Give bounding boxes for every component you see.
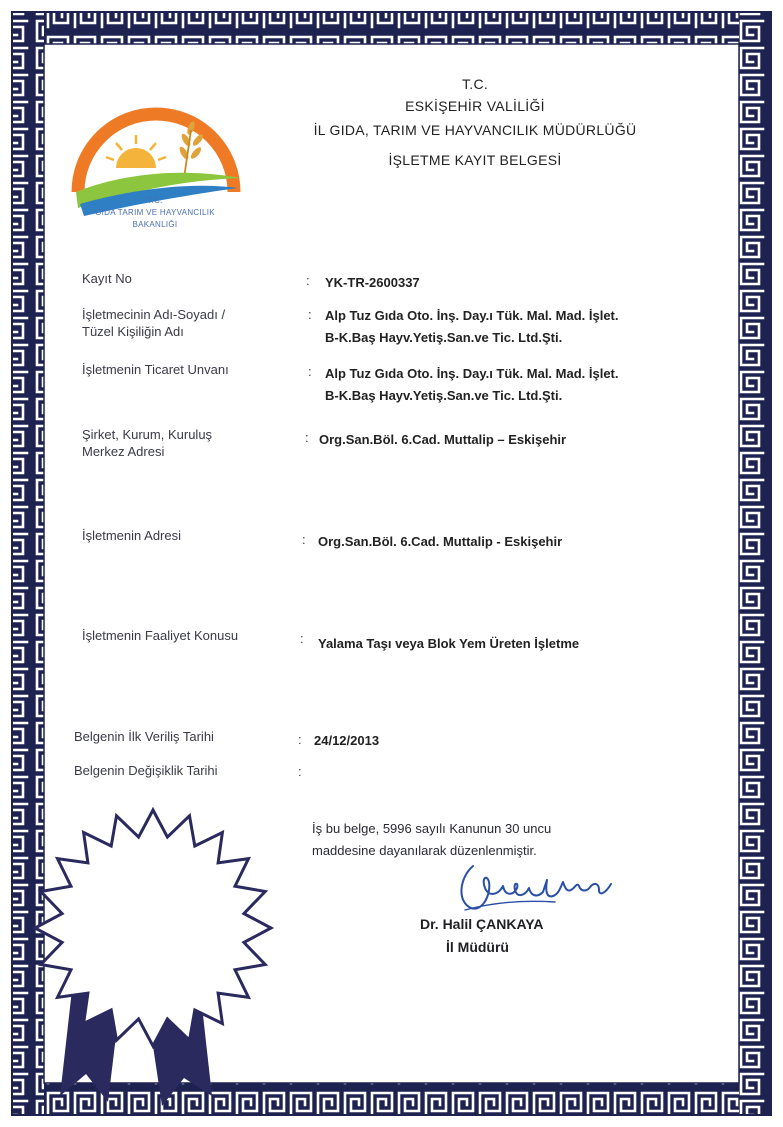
colon: :: [308, 307, 312, 322]
sun-icon: [106, 135, 166, 168]
signer-name: Dr. Halil ÇANKAYA: [420, 916, 544, 932]
document-title: İŞLETME KAYIT BELGESİ: [388, 152, 562, 168]
colon: :: [298, 732, 302, 747]
value-kayit-no: YK-TR-2600337: [325, 275, 420, 290]
handwritten-signature: [455, 852, 625, 916]
label-merkez-adresi-1: Şirket, Kurum, Kuruluş: [82, 427, 213, 442]
label-isletmeci-adi-2: Tüzel Kişiliğin Adı: [82, 324, 184, 339]
value-ilk-verilis: 24/12/2013: [314, 733, 380, 748]
label-ticaret-unvani: İşletmenin Ticaret Unvanı: [82, 362, 229, 377]
colon: :: [305, 430, 309, 445]
colon: :: [308, 364, 312, 379]
label-merkez-adresi-2: Merkez Adresi: [82, 444, 165, 459]
logo-ministry-text: GIDA TARIM VE HAYVANCILIK: [95, 208, 215, 217]
label-degisiklik-tarihi: Belgenin Değişiklik Tarihi: [74, 763, 218, 778]
value-faaliyet-konusu: Yalama Taşı veya Blok Yem Üreten İşletme: [318, 636, 580, 651]
label-ilk-verilis: Belgenin İlk Veriliş Tarihi: [74, 729, 214, 744]
label-kayit-no: Kayıt No: [82, 271, 132, 286]
value-isletmeci-adi-1: Alp Tuz Gıda Oto. İnş. Day.ı Tük. Mal. Mad. İşlet.: [325, 308, 619, 323]
label-isletmeci-adi-1: İşletmecinin Adı-Soyadı /: [82, 307, 226, 322]
value-merkez-adresi: Org.San.Böl. 6.Cad. Muttalip – Eskişehir: [319, 432, 567, 447]
header-directorate: İL GIDA, TARIM VE HAYVANCILIK MÜDÜRLÜĞÜ: [313, 122, 637, 138]
signer-title: İl Müdürü: [446, 939, 509, 955]
label-faaliyet-konusu: İşletmenin Faaliyet Konusu: [82, 628, 239, 643]
colon: :: [298, 764, 302, 779]
logo-tc-text: T.C.: [147, 196, 163, 205]
label-isletme-adresi: İşletmenin Adresi: [82, 528, 181, 543]
header-governorship: ESKİŞEHİR VALİLİĞİ: [405, 98, 545, 114]
legal-statement-line-1: İş bu belge, 5996 sayılı Kanunun 30 uncu: [312, 821, 552, 836]
colon: :: [306, 273, 310, 288]
value-ticaret-unvani-2: B-K.Baş Hayv.Yetiş.San.ve Tic. Ltd.Şti.: [325, 388, 563, 403]
value-isletme-adresi: Org.San.Böl. 6.Cad. Muttalip - Eskişehir: [318, 534, 563, 549]
colon: :: [300, 631, 304, 646]
rosette-seal: [22, 790, 284, 1110]
colon: :: [302, 532, 306, 547]
value-ticaret-unvani-1: Alp Tuz Gıda Oto. İnş. Day.ı Tük. Mal. Mad. İşlet.: [325, 366, 619, 381]
header-tc: T.C.: [461, 76, 489, 92]
value-isletmeci-adi-2: B-K.Baş Hayv.Yetiş.San.ve Tic. Ltd.Şti.: [325, 330, 563, 345]
logo-ministry-text-2: BAKANLIĞI: [132, 220, 178, 229]
legal-statement-line-2: maddesine dayanılarak düzenlenmiştir.: [312, 843, 537, 858]
